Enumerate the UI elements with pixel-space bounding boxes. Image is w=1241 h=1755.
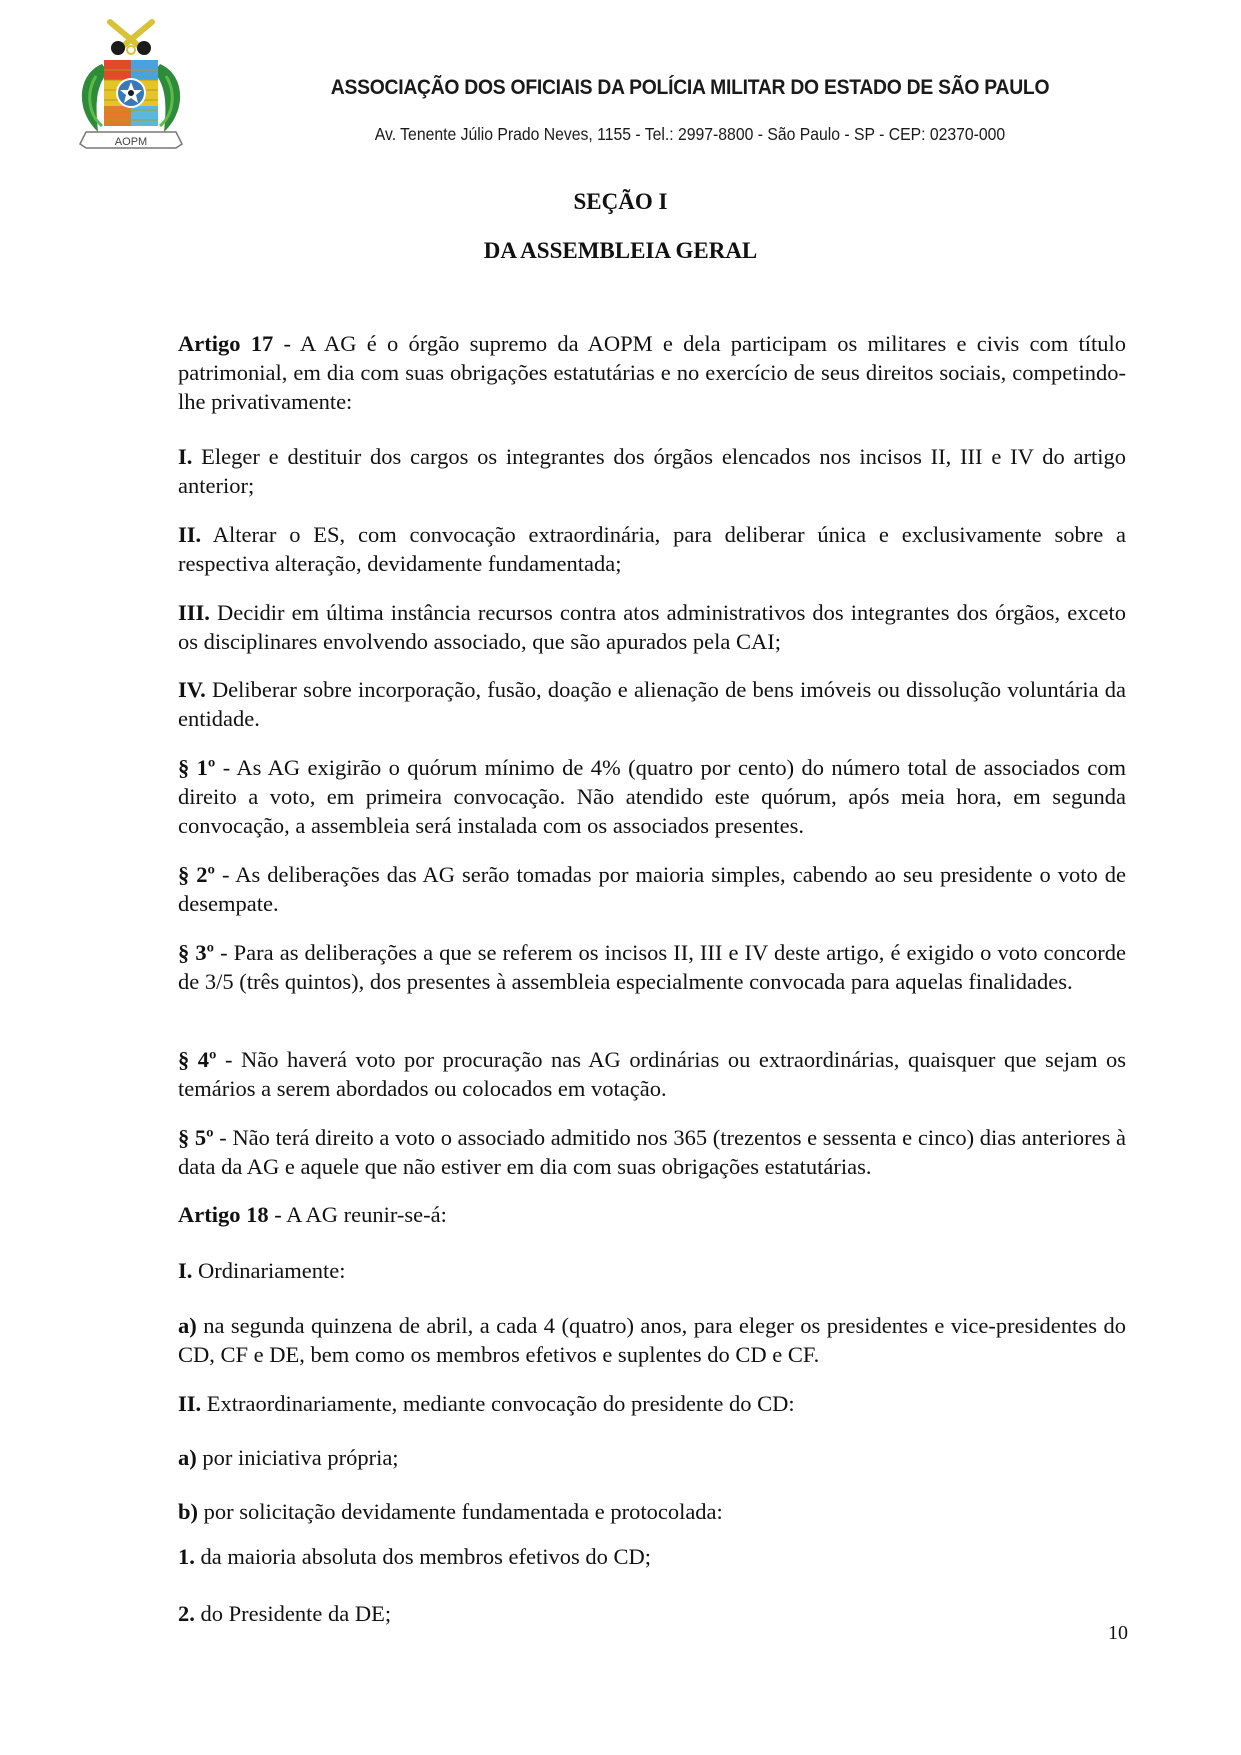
paragraph-text: - A AG reunir-se-á: bbox=[268, 1202, 447, 1227]
paragraph-label: IV. bbox=[178, 677, 206, 702]
section-title: SEÇÃO I bbox=[573, 189, 668, 214]
paragraph-label: Artigo 18 bbox=[178, 1202, 269, 1227]
paragraph-paragrafo-3 bbox=[178, 938, 1126, 996]
paragraph-text: por solicitação devidamente fundamentada e protocolada: bbox=[198, 1499, 723, 1524]
paragraph-text: Extraordinariamente, mediante convocação do presidente do CD: bbox=[201, 1391, 795, 1416]
paragraph-item-1 bbox=[178, 1542, 1126, 1571]
organization-address: Av. Tenente Júlio Prado Neves, 1155 - Tel.: 2997-8800 - São Paulo - SP - CEP: 02370-000 bbox=[374, 124, 1006, 144]
paragraph-text: por iniciativa própria; bbox=[196, 1445, 399, 1470]
paragraph-label: I. bbox=[178, 444, 193, 469]
paragraph-label: II. bbox=[178, 522, 202, 547]
paragraph-paragrafo-5 bbox=[178, 1123, 1126, 1181]
paragraph-ordinariamente bbox=[178, 1256, 1126, 1285]
paragraph-label: 1. bbox=[178, 1544, 195, 1569]
paragraph-text: - Para as deliberações a que se referem os incisos II, III e IV deste artigo, é exigido o voto concorde de 3/5 (três quintos), dos presentes à assembleia especialmente convocada para aquelas finalidades. bbox=[178, 940, 1126, 994]
paragraph-paragrafo-4 bbox=[178, 1045, 1126, 1103]
aopm-crest-logo bbox=[72, 14, 190, 159]
paragraph-inciso-i bbox=[178, 442, 1126, 500]
paragraph-label: Artigo 17 bbox=[178, 331, 274, 356]
paragraph-alinea-a-ordinaria bbox=[178, 1311, 1126, 1369]
paragraph-text: Ordinariamente: bbox=[192, 1258, 346, 1283]
paragraph-label: § 3º bbox=[178, 940, 215, 965]
section-subtitle: DA ASSEMBLEIA GERAL bbox=[483, 238, 758, 263]
paragraph-label: a) bbox=[178, 1313, 197, 1338]
paragraph-label: II. bbox=[178, 1391, 202, 1416]
paragraph-inciso-iv bbox=[178, 675, 1126, 733]
paragraph-text: - Não terá direito a voto o associado admitido nos 365 (trezentos e sessenta e cinco) dias anteriores à data da AG e aquele que não estiver em dia com suas obrigações estatutárias. bbox=[178, 1125, 1126, 1179]
paragraph-alinea-b bbox=[178, 1497, 1126, 1526]
page-number: 10 bbox=[1108, 1622, 1128, 1644]
paragraph-text: do Presidente da DE; bbox=[194, 1601, 392, 1626]
paragraph-text: - Não haverá voto por procuração nas AG ordinárias ou extraordinárias, quaisquer que sejam os temários a serem abordados ou colocados em votação. bbox=[178, 1047, 1126, 1101]
paragraph-label: § 1º bbox=[178, 755, 216, 780]
paragraph-text: da maioria absoluta dos membros efetivos do CD; bbox=[194, 1544, 652, 1569]
paragraph-text: Eleger e destituir dos cargos os integrantes dos órgãos elencados nos incisos II, III e IV do artigo anterior; bbox=[178, 444, 1126, 498]
paragraph-artigo-17 bbox=[178, 329, 1126, 416]
paragraph-label: I. bbox=[178, 1258, 193, 1283]
paragraph-label: b) bbox=[178, 1499, 199, 1524]
paragraph-text: - A AG é o órgão supremo da AOPM e dela participam os militares e civis com título patrimonial, em dia com suas obrigações estatutárias e no exercício de seus direitos sociais, competindo-lhe privativamente: bbox=[178, 331, 1126, 414]
organization-name: ASSOCIAÇÃO DOS OFICIAIS DA POLÍCIA MILITAR DO ESTADO DE SÃO PAULO bbox=[330, 75, 1050, 99]
paragraph-label: § 4º bbox=[178, 1047, 217, 1072]
paragraph-text: na segunda quinzena de abril, a cada 4 (quatro) anos, para eleger os presidentes e vice-presidentes do CD, CF e DE, bem como os membros efetivos e suplentes do CD e CF. bbox=[178, 1313, 1126, 1367]
paragraph-artigo-18 bbox=[178, 1200, 1126, 1229]
paragraph-label: § 5º bbox=[178, 1125, 214, 1150]
paragraph-text: Alterar o ES, com convocação extraordinária, para deliberar única e exclusivamente sobre a respectiva alteração, devidamente fundamentada; bbox=[178, 522, 1126, 576]
paragraph-extraordinariamente bbox=[178, 1389, 1126, 1418]
paragraph-paragrafo-2 bbox=[178, 860, 1126, 918]
svg-text:AOPM: AOPM bbox=[114, 136, 148, 148]
paragraph-inciso-iii bbox=[178, 598, 1126, 656]
paragraph-label: 2. bbox=[178, 1601, 195, 1626]
paragraph-paragrafo-1 bbox=[178, 753, 1126, 840]
paragraph-text: - As deliberações das AG serão tomadas por maioria simples, cabendo ao seu presidente o voto de desempate. bbox=[178, 862, 1126, 916]
paragraph-item-2 bbox=[178, 1599, 1126, 1628]
paragraph-text: - As AG exigirão o quórum mínimo de 4% (quatro por cento) do número total de associados com direito a voto, em primeira convocação. Não atendido este quórum, após meia hora, em segunda convocação, a assembleia será instalada com os associados presentes. bbox=[178, 755, 1126, 838]
paragraph-label: III. bbox=[178, 600, 210, 625]
paragraph-label: a) bbox=[178, 1445, 197, 1470]
paragraph-alinea-a bbox=[178, 1443, 1126, 1472]
paragraph-text: Deliberar sobre incorporação, fusão, doação e alienação de bens imóveis ou dissolução voluntária da entidade. bbox=[178, 677, 1126, 731]
paragraph-text: Decidir em última instância recursos contra atos administrativos dos integrantes dos órgãos, exceto os disciplinares envolvendo associado, que são apurados pela CAI; bbox=[178, 600, 1126, 654]
paragraph-inciso-ii bbox=[178, 520, 1126, 578]
paragraph-label: § 2º bbox=[178, 862, 215, 887]
